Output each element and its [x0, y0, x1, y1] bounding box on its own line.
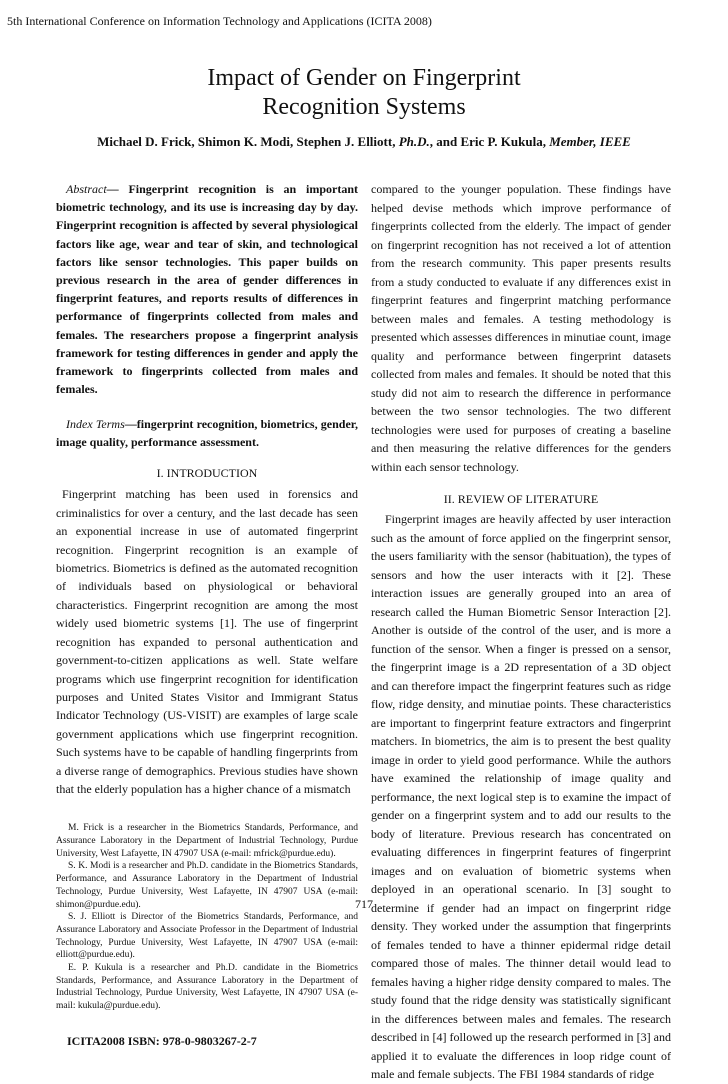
section-heading-introduction: I. INTRODUCTION [156, 466, 258, 481]
footnote-modi: S. K. Modi is a researcher and Ph.D. candidate in the Biometrics Standards, Performance, and Assurance Laboratory in the Department of Industrial Technology, Purdue University, West Lafayette, IN 47907 USA (e-mail: shimon@purdue.edu). [56, 861, 358, 910]
author-membership: Member, IEEE [549, 134, 631, 149]
page-number: 717 [355, 897, 373, 911]
index-terms-label: Index Terms [66, 417, 125, 432]
abstract [56, 180, 358, 398]
introduction-continuation: compared to the younger population. These findings have helped devise methods which improve performance of fingerprints collected from the elderly. The impact of gender on fingerprint recognition has not received a lot of attention from the research community. This paper presents results from a study conducted to evaluate if any differences exist in fingerprint features and fingerprint matching performance between males and females. A testing methodology is presented which assesses differences in minutiae count, image quality and performance between fingerprint datasets collected from males and females. It should be noted that this study did not aim to research the difference in performance between the two sensor technologies. The two different technologies were used for purposes of creating a baseline and then measuring the relative differences for the genders within each sensor technology. [371, 182, 671, 474]
conference-header: 5th International Conference on Information Technology and Applications (ICITA 2008) [7, 14, 432, 28]
section-heading-literature-review: II. REVIEW OF LITERATURE [443, 492, 599, 506]
footnote-frick: M. Frick is a researcher in the Biometrics Standards, Performance, and Assurance Laboratory in the Department of Industrial Technology, Purdue University, West Lafayette, IN 47907 USA (e-mail: mfrick@purdue.edu). [56, 823, 358, 859]
introduction-paragraph: Fingerprint matching has been used in forensics and criminalistics for over a century, and the last decade has seen an exponential increase in use of automated fingerprint recognition. Fingerprint recognition is an example of biometrics. Biometrics is defined as the automated recognition of individuals based on physiological or behavioral characteristics. Fingerprint recognition are among the most widely used biometric systems [1]. The use of fingerprint recognition has expanded to personal authentication and government-to-citizen applications as well. State welfare programs which use fingerprint recognition for identification purposes and United States Visitor and Immigrant Status Indicator Technology (US-VISIT) are examples of large scale government applications which use fingerprint recognition. Such systems have to be capable of handling fingerprints from a diverse range of demographics. Previous studies have shown that the elderly population has a higher chance of a mismatch [56, 487, 358, 796]
author-degree: Ph.D. [398, 134, 430, 149]
right-column [371, 180, 671, 1084]
title-line-1: Impact of Gender on Fingerprint [207, 65, 521, 91]
footnote-elliott: S. J. Elliott is Director of the Biometrics Standards, Performance, and Assurance Laboratory and Associate Professor in the Department of Industrial Technology, Purdue University, West Lafayette, IN 47907 USA (e-mail: elliott@purdue.edu). [56, 912, 358, 961]
author-footnotes [56, 822, 358, 1013]
author-last: , and Eric P. Kukula, [429, 134, 550, 149]
isbn-line: ICITA2008 ISBN: 978-0-9803267-2-7 [67, 1033, 257, 1048]
author-names: Michael D. Frick, Shimon K. Modi, Stephen J. Elliott, [97, 134, 399, 149]
title-line-2: Recognition Systems [262, 94, 466, 120]
literature-review-paragraph: Fingerprint images are heavily affected by user interaction such as the amount of force applied on the fingerprint sensor, the users familiarity with the sensor (habituation), the types of sensors and how the user interacts with it [2]. These interaction issues are generally grouped into an area of research called the Human Biometric Sensor Interaction [2]. Another is outside of the control of the user, and is more a function of the sensor. When a finger is pressed on a sensor, the fingerprint image is a 2D representation of a 3D object and can therefore impact the fingerprint features such as ridge flow, ridge density, and minutiae points. These characteristics are important to fingerprint feature extractors and fingerprint matchers. In biometrics, the aim is to present the best quality image in order to yield good performance. While the authors have examined the relationship of image quality and performance, the next logical step is to examine the impact of gender on a fingerprint system and to add our results to the body of literature. Previous research has concentrated on evaluating differences in fingerprint features of fingerprint images and on evaluation of biometric systems when deployed in an operational scenario. In [3] sought to determine if gender had an impact on fingerprint ridge density. They worked under the assumption that fingerprints of females tended to have a thinner epidermal ridge detail compared those of males. The thinner detail would lead to females having a higher ridge density compared to males. The study found that the ridge density was statistically significant in the differences between males and females. The research described in [4] followed up the research performed in [3] and applied it to evaluate the differences in loop ridge count of male and female subjects. The FBI 1984 standards of ridge [371, 512, 671, 1081]
index-terms-text: —fingerprint recognition, biometrics, gender, image quality, performance assessment. [56, 417, 359, 450]
abstract-text: — Fingerprint recognition is an important biometric technology, and its use is increasing day by day. Fingerprint recognition is affected by several physiological factors like age, wear and tear of skin, and technological factors like sensor technologies. This paper builds on previous research in the area of gender differences in fingerprint features, and reports results of differences in performance of fingerprints collected from males and females. The researchers propose a fingerprint analysis framework for testing differences in gender and apply the framework to fingerprints collected from males and females. [56, 182, 358, 397]
paper-title [0, 64, 728, 122]
abstract-label: Abstract [66, 182, 107, 196]
index-terms [56, 415, 358, 451]
left-column [56, 180, 358, 1049]
footnote-kukula: E. P. Kukula is a researcher and Ph.D. candidate in the Biometrics Standards, Performance, and Assurance Laboratory in the Department of Industrial Technology, Purdue University, West Lafayette, IN 47907 USA (e-mail: kukula@purdue.edu). [56, 963, 358, 1012]
author-list [0, 134, 728, 150]
